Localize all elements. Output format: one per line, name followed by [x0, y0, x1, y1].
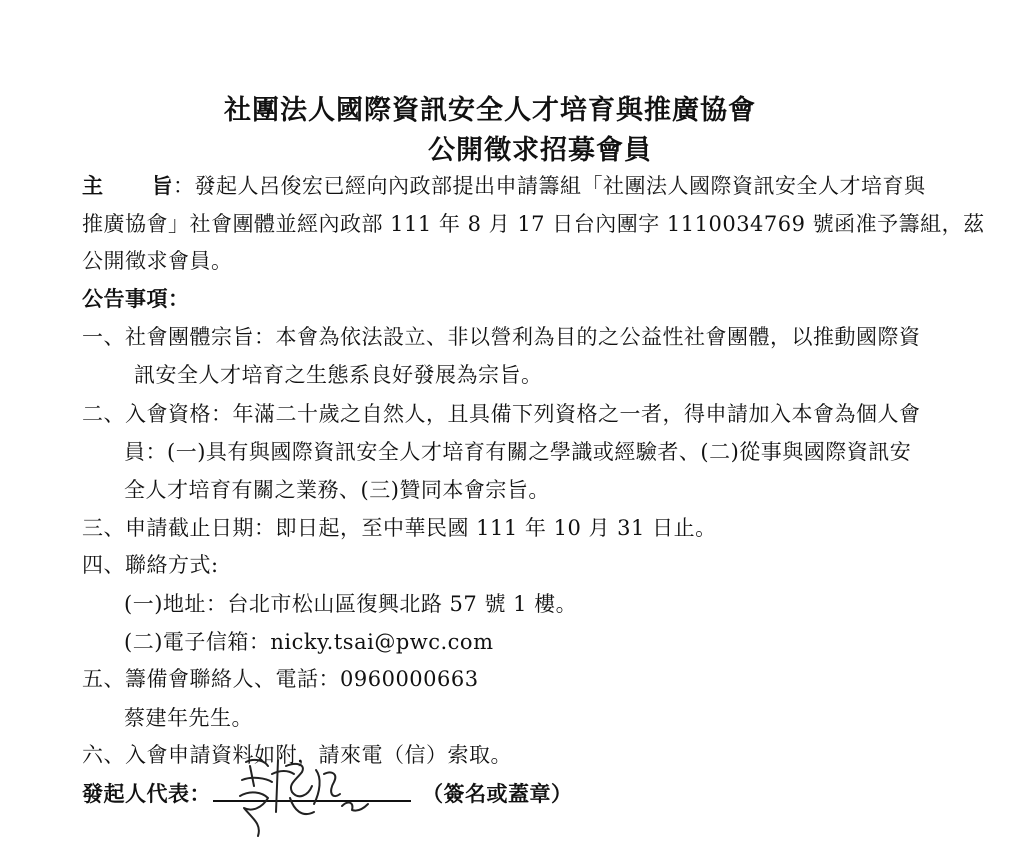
subject-line-2: 推廣協會」社會團體並經內政部 111 年 8 月 17 日台內團字 1110034769 號函准予籌組，茲 — [82, 212, 985, 236]
item-1-line-1: 一、社會團體宗旨：本會為依法設立、非以營利為目的之公益性社會團體，以推動國際資 — [82, 325, 921, 349]
subject-line-1 — [82, 172, 926, 200]
item-2-line-2: 員：(一)具有與國際資訊安全人才培育有關之學識或經驗者、(二)從事與國際資訊安 — [124, 440, 912, 464]
representative-label: 發起人代表： — [82, 781, 211, 806]
item-5-name: 蔡建年先生。 — [124, 706, 253, 730]
document-title: 社團法人國際資訊安全人才培育與推廣協會 — [224, 95, 756, 126]
item-2-line-1: 二、入會資格：年滿二十歲之自然人，且具備下列資格之一者，得申請加入本會為個人會 — [82, 402, 921, 426]
item-4: 四、聯絡方式: — [82, 553, 219, 577]
notice-heading: 公告事項： — [82, 286, 190, 311]
subject-text-1: ：發起人呂俊宏已經向內政部提出申請籌組「社團法人國際資訊安全人才培育與 — [173, 174, 926, 198]
item-5: 五、籌備會聯絡人、電話：0960000663 — [82, 667, 479, 691]
subject-label-2: 旨 — [151, 173, 173, 198]
item-4-email: (二)電子信箱：nicky.tsai@pwc.com — [124, 630, 494, 654]
signature-note: （簽名或蓋章） — [422, 781, 573, 806]
item-3: 三、申請截止日期：即日起，至中華民國 111 年 10 月 31 日止。 — [82, 516, 717, 540]
handwritten-signature — [232, 752, 382, 842]
document-subtitle: 公開徵求招募會員 — [428, 135, 652, 166]
item-2-line-3: 全人才培育有關之業務、(三)贊同本會宗旨。 — [124, 478, 550, 502]
subject-line-3: 公開徵求會員。 — [82, 249, 233, 273]
subject-label-1: 主 — [82, 173, 104, 198]
item-4-address: (一)地址：台北市松山區復興北路 57 號 1 樓。 — [124, 592, 578, 616]
item-6: 六、入會申請資料如附，請來電（信）索取。 — [82, 743, 512, 767]
item-1-line-2: 訊安全人才培育之生態系良好發展為宗旨。 — [134, 363, 543, 387]
